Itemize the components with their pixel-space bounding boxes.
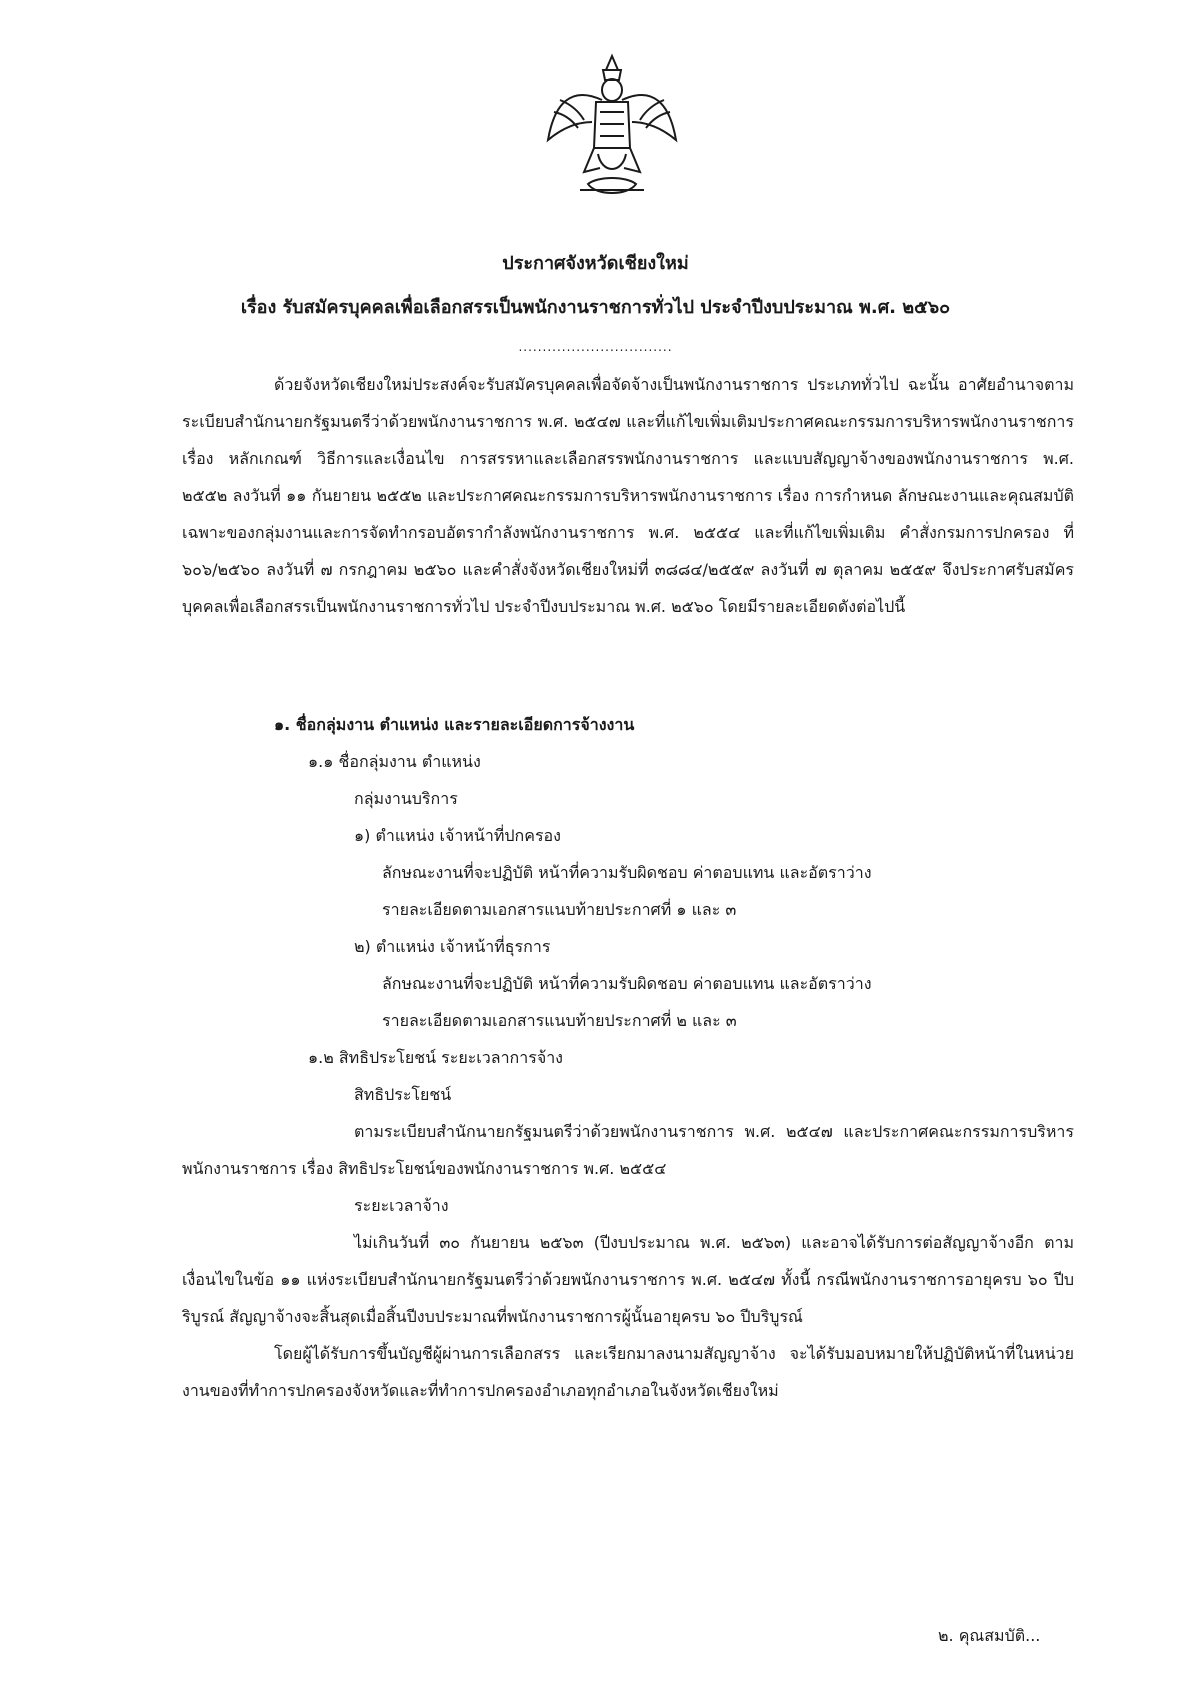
group-name: กลุ่มงานบริการ (354, 789, 458, 808)
assignment-text: โดยผู้ได้รับการขึ้นบัญชีผู้ผ่านการเลือกสรร และเรียกมาลงนามสัญญาจ้าง จะได้รับมอบหมายให้ปฏิบัติหน้าที่ในหน่วยงานของที่ทำการปกครองจังหวัดและที่ทำการปกครองอำเภอทุกอำเภอในจังหวัดเชียงใหม่ (182, 1344, 1074, 1400)
intro-paragraph: ด้วยจังหวัดเชียงใหม่ประสงค์จะรับสมัครบุคคลเพื่อจัดจ้างเป็นพนักงานราชการ ประเภททั่วไป ฉะนั้น อาศัยอำนาจตามระเบียบสำนักนายกรัฐมนตรีว่าด้วยพนักงานราชการ พ.ศ. ๒๕๔๗ และที่แก้ไขเพิ่มเติมประกาศคณะกรรมการบริหารพนักงานราชการ เรื่อง หลักเกณฑ์ วิธีการและเงื่อนไข การสรรหาและเลือกสรรพนักงานราชการ และแบบสัญญาจ้างของพนักงานราชการ พ.ศ. ๒๕๕๒ ลงวันที่ ๑๑ กันยายน ๒๕๕๒ และประกาศคณะกรรมการบริหารพนักงานราชการ เรื่อง การกำหนด ลักษณะงานและคุณสมบัติเฉพาะของกลุ่มงานและการจัดทำกรอบอัตรากำลังพนักงานราชการ พ.ศ. ๒๕๕๔ และที่แก้ไขเพิ่มเติม คำสั่งกรมการปกครอง ที่ ๖๐๖/๒๕๖๐ ลงวันที่ ๗ กรกฎาคม ๒๕๖๐ และคำสั่งจังหวัดเชียงใหม่ที่ ๓๘๘๔/๒๕๕๙ ลงวันที่ ๗ ตุลาคม ๒๕๕๙ จึงประกาศรับสมัครบุคคลเพื่อเลือกสรรเป็นพนักงานราชการทั่วไป ประจำปีงบประมาณ พ.ศ. ๒๕๖๐ โดยมีรายละเอียดดังต่อไปนี้ (182, 375, 1075, 616)
section-1 (182, 706, 1074, 1409)
garuda-emblem (540, 50, 685, 202)
position-1-desc-1: ลักษณะงานที่จะปฏิบัติ หน้าที่ความรับผิดชอบ ค่าตอบแทน และอัตราว่าง (382, 863, 872, 882)
separator-dots: ................................ (518, 340, 673, 354)
position-1-desc-2: รายละเอียดตามเอกสารแนบท้ายประกาศที่ ๑ และ ๓ (382, 900, 737, 919)
position-2: ๒) ตำแหน่ง เจ้าหน้าที่ธุรการ (354, 937, 551, 956)
section1-heading: ๑. ชื่อกลุ่มงาน ตำแหน่ง และรายละเอียดการจ้างงาน (274, 715, 635, 734)
benefits-heading: สิทธิประโยชน์ (354, 1085, 452, 1104)
duration-heading: ระยะเวลาจ้าง (354, 1196, 449, 1215)
intro-block (182, 366, 1074, 625)
subsection-1-1: ๑.๑ ชื่อกลุ่มงาน ตำแหน่ง (308, 752, 481, 771)
position-2-desc-1: ลักษณะงานที่จะปฏิบัติ หน้าที่ความรับผิดชอบ ค่าตอบแทน และอัตราว่าง (382, 974, 872, 993)
announcement-title: ประกาศจังหวัดเชียงใหม่ (502, 253, 689, 274)
benefits-text: ตามระเบียบสำนักนายกรัฐมนตรีว่าด้วยพนักงานราชการ พ.ศ. ๒๕๔๗ และประกาศคณะกรรมการบริหารพนักงานราชการ เรื่อง สิทธิประโยชน์ของพนักงานราชการ พ.ศ. ๒๕๕๔ (182, 1122, 1074, 1178)
duration-text: ไม่เกินวันที่ ๓๐ กันยายน ๒๕๖๓ (ปีงบประมาณ พ.ศ. ๒๕๖๓) และอาจได้รับการต่อสัญญาจ้างอีก ตามเงื่อนไขในข้อ ๑๑ แห่งระเบียบสำนักนายกรัฐมนตรีว่าด้วยพนักงานราชการ พ.ศ. ๒๕๔๗ ทั้งนี้ กรณีพนักงานราชการอายุครบ ๖๐ ปีบริบูรณ์ สัญญาจ้างจะสิ้นสุดเมื่อสิ้นปีงบประมาณที่พนักงานราชการผู้นั้นอายุครบ ๖๐ ปีบริบูรณ์ (182, 1233, 1074, 1326)
subsection-1-2: ๑.๒ สิทธิประโยชน์ ระยะเวลาการจ้าง (308, 1048, 563, 1067)
announcement-subject: เรื่อง รับสมัครบุคคลเพื่อเลือกสรรเป็นพนักงานราชการทั่วไป ประจำปีงบประมาณ พ.ศ. ๒๕๖๐ (240, 297, 951, 318)
position-2-desc-2: รายละเอียดตามเอกสารแนบท้ายประกาศที่ ๒ และ ๓ (382, 1011, 737, 1030)
position-1: ๑) ตำแหน่ง เจ้าหน้าที่ปกครอง (354, 826, 561, 845)
continuation-note: ๒. คุณสมบัติ... (938, 1626, 1041, 1645)
